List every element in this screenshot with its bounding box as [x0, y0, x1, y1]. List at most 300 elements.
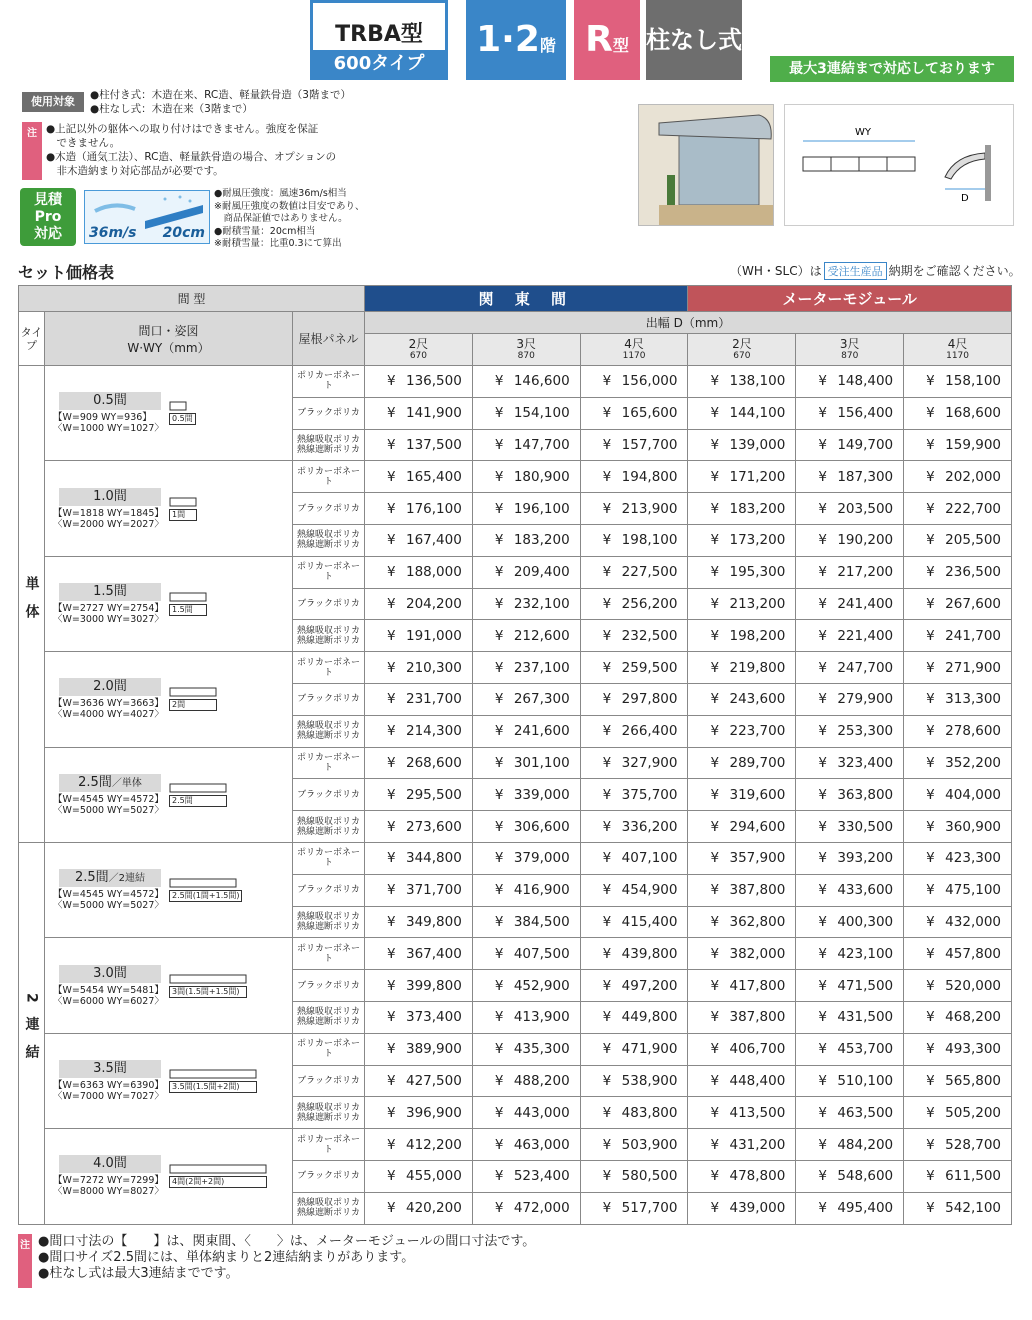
price-value: 141,900	[406, 405, 462, 422]
price-value: 203,500	[837, 500, 894, 517]
footer-line: ●柱なし式は最大3連結までです。	[38, 1266, 239, 1281]
price-value: 407,500	[513, 945, 570, 962]
price-value: 243,600	[729, 691, 786, 708]
yen-sign: ¥	[602, 850, 612, 867]
size-header	[45, 312, 293, 366]
price-cell	[688, 811, 796, 843]
section-note-pre: （WH・SLC）は	[730, 264, 822, 278]
price-value: 495,400	[837, 1200, 894, 1217]
size-cell	[45, 842, 293, 937]
depth-col-header	[904, 334, 1012, 366]
price-cell	[365, 556, 473, 588]
yen-sign: ¥	[494, 818, 504, 835]
price-cell	[365, 366, 473, 398]
price-value: 137,500	[406, 436, 462, 453]
price-value: 448,400	[729, 1072, 786, 1089]
price-value: 478,800	[729, 1168, 786, 1185]
panel-name: 熱線吸収ポリカ 熱線遮断ポリカ	[293, 1097, 365, 1129]
yen-sign: ¥	[818, 786, 827, 803]
yen-sign: ¥	[926, 913, 935, 930]
yen-sign: ¥	[818, 627, 827, 644]
price-value: 268,600	[406, 754, 462, 771]
price-value: 278,600	[945, 723, 1001, 740]
price-value: 407,100	[621, 850, 678, 867]
price-cell	[796, 429, 904, 461]
price-cell	[688, 1033, 796, 1065]
price-value: 154,100	[513, 405, 570, 422]
price-cell	[904, 1097, 1012, 1129]
price-value: 497,200	[621, 977, 678, 994]
panel-name: ブラックポリカ	[293, 683, 365, 715]
yen-sign: ¥	[926, 627, 935, 644]
price-cell	[688, 1001, 796, 1033]
table-row	[19, 938, 1012, 970]
price-value: 520,000	[945, 977, 1001, 994]
yen-sign: ¥	[602, 1136, 612, 1153]
footer-line: ●間口サイズ2.5間には、単体納まりと2連結納まりがあります。	[38, 1250, 415, 1265]
price-cell	[365, 747, 473, 779]
price-value: 396,900	[406, 1104, 462, 1121]
price-cell	[904, 461, 1012, 493]
yen-sign: ¥	[494, 786, 504, 803]
section-note-post: 納期をご確認ください。	[888, 264, 1021, 278]
yen-sign: ¥	[926, 468, 935, 485]
size-inner	[51, 1060, 292, 1102]
price-value: 468,200	[945, 1009, 1001, 1026]
price-value: 294,600	[729, 818, 786, 835]
price-value: 267,300	[513, 691, 570, 708]
yen-sign: ¥	[926, 786, 935, 803]
price-value: 236,500	[945, 564, 1001, 581]
price-cell	[904, 556, 1012, 588]
price-value: 344,800	[406, 850, 462, 867]
price-cell	[580, 874, 688, 906]
price-cell	[472, 1001, 580, 1033]
price-cell	[796, 493, 904, 525]
price-cell	[365, 1097, 473, 1129]
price-value: 412,200	[406, 1136, 462, 1153]
price-value: 194,800	[621, 468, 678, 485]
price-value: 159,900	[945, 436, 1001, 453]
yen-sign: ¥	[710, 1041, 720, 1058]
price-value: 138,100	[729, 373, 786, 390]
yen-sign: ¥	[926, 850, 935, 867]
wind-snow-icon	[84, 190, 210, 244]
price-cell	[365, 715, 473, 747]
size-label	[59, 488, 161, 506]
price-value: 488,200	[513, 1072, 570, 1089]
yen-sign: ¥	[494, 723, 504, 740]
yen-sign: ¥	[387, 468, 396, 485]
yen-sign: ¥	[926, 1009, 935, 1026]
price-value: 330,500	[837, 818, 894, 835]
size-mini-diagram	[169, 878, 242, 902]
price-value: 180,900	[513, 468, 570, 485]
yen-sign: ¥	[494, 1041, 504, 1058]
price-cell	[688, 715, 796, 747]
price-value: 415,400	[621, 913, 678, 930]
price-cell	[580, 556, 688, 588]
table-row	[19, 747, 1012, 779]
price-cell	[365, 588, 473, 620]
price-cell	[688, 461, 796, 493]
price-cell	[580, 906, 688, 938]
price-value: 416,900	[513, 882, 570, 899]
yen-sign: ¥	[387, 1168, 396, 1185]
price-cell	[472, 1160, 580, 1192]
size-label-main: 3.5間	[93, 1060, 127, 1076]
yen-sign: ¥	[710, 532, 720, 549]
price-value: 423,300	[945, 850, 1001, 867]
mitsumori-l1: 見積	[34, 192, 62, 208]
yen-sign: ¥	[710, 500, 720, 517]
panel-name: 熱線吸収ポリカ 熱線遮断ポリカ	[293, 811, 365, 843]
price-value: 431,200	[729, 1136, 786, 1153]
price-value: 219,800	[729, 659, 786, 676]
price-cell	[580, 779, 688, 811]
price-value: 523,400	[513, 1168, 570, 1185]
price-cell	[472, 652, 580, 684]
price-cell	[365, 842, 473, 874]
price-cell	[796, 1129, 904, 1161]
mini-caption: 2.5間(1間+1.5間)	[169, 890, 242, 902]
kanto-header: 関 東 間	[365, 286, 688, 312]
yen-sign: ¥	[387, 882, 396, 899]
mini-frame-icon	[169, 1164, 267, 1174]
size-meter: 〈W=2000 WY=2027〉	[53, 518, 164, 530]
yen-sign: ¥	[710, 436, 720, 453]
yen-sign: ¥	[926, 1136, 935, 1153]
panel-name: ポリカーボネート	[293, 938, 365, 970]
size-inner	[51, 965, 292, 1007]
price-value: 528,700	[945, 1136, 1001, 1153]
yen-sign: ¥	[387, 913, 396, 930]
panel-name: 熱線吸収ポリカ 熱線遮断ポリカ	[293, 1001, 365, 1033]
price-cell	[580, 811, 688, 843]
price-cell	[796, 779, 904, 811]
price-cell	[365, 811, 473, 843]
price-value: 241,400	[837, 595, 894, 612]
yen-sign: ¥	[494, 945, 504, 962]
table-row	[19, 842, 1012, 874]
yen-sign: ¥	[710, 595, 720, 612]
yen-sign: ¥	[387, 850, 396, 867]
yen-sign: ¥	[926, 1168, 935, 1185]
price-cell	[580, 524, 688, 556]
panel-name: ポリカーボネート	[293, 842, 365, 874]
price-cell	[904, 1033, 1012, 1065]
price-value: 375,700	[621, 786, 678, 803]
size-meter: 〈W=1000 WY=1027〉	[53, 423, 164, 435]
price-cell	[904, 1192, 1012, 1224]
depth-shaku: 4尺	[947, 336, 968, 351]
yen-sign: ¥	[710, 1200, 720, 1217]
price-value: 267,600	[945, 595, 1001, 612]
mag-header: 間 型	[19, 286, 365, 312]
yen-sign: ¥	[494, 1136, 504, 1153]
yen-sign: ¥	[602, 532, 612, 549]
price-value: 149,700	[837, 436, 894, 453]
price-cell	[796, 397, 904, 429]
price-cell	[472, 1033, 580, 1065]
yen-sign: ¥	[926, 532, 935, 549]
price-value: 505,200	[945, 1104, 1001, 1121]
yen-sign: ¥	[710, 723, 720, 740]
price-cell	[688, 429, 796, 461]
size-kanto: 【W=1818 WY=1845】	[53, 507, 164, 519]
price-cell	[688, 652, 796, 684]
price-cell	[472, 779, 580, 811]
mini-caption: 1間	[169, 509, 197, 521]
yen-sign: ¥	[710, 1009, 720, 1026]
price-cell	[796, 811, 904, 843]
price-value: 400,300	[837, 913, 894, 930]
mitsumori-l2: Pro	[34, 209, 62, 225]
depth-mm: 670	[733, 350, 751, 361]
price-cell	[580, 461, 688, 493]
price-cell	[796, 1097, 904, 1129]
price-cell	[688, 1160, 796, 1192]
yen-sign: ¥	[387, 945, 396, 962]
wind-line: ※耐積雪量：比重0.3にて算出	[214, 238, 342, 249]
price-cell	[688, 1097, 796, 1129]
table-row	[19, 652, 1012, 684]
price-value: 221,400	[837, 627, 894, 644]
price-value: 463,000	[513, 1136, 570, 1153]
yen-sign: ¥	[926, 1072, 935, 1089]
price-cell	[904, 779, 1012, 811]
price-value: 168,600	[945, 405, 1001, 422]
size-kanto: 【W=6363 WY=6390】	[53, 1079, 164, 1091]
panel-name: ブラックポリカ	[293, 1065, 365, 1097]
yen-sign: ¥	[494, 754, 504, 771]
mini-frame-icon	[169, 783, 227, 793]
yen-sign: ¥	[710, 659, 720, 676]
price-value: 432,000	[945, 913, 1001, 930]
price-cell	[688, 556, 796, 588]
yen-sign: ¥	[387, 405, 396, 422]
yen-sign: ¥	[602, 595, 612, 612]
price-value: 384,500	[513, 913, 570, 930]
panel-name: ポリカーボネート	[293, 1129, 365, 1161]
yen-sign: ¥	[926, 977, 935, 994]
price-cell	[796, 620, 904, 652]
price-value: 190,200	[837, 532, 894, 549]
price-value: 433,600	[837, 882, 894, 899]
price-cell	[365, 429, 473, 461]
price-cell	[688, 397, 796, 429]
yen-sign: ¥	[926, 564, 935, 581]
size-left	[51, 1155, 163, 1197]
size-kanto: 【W=2727 WY=2754】	[53, 602, 164, 614]
price-value: 323,400	[837, 754, 894, 771]
price-cell	[688, 906, 796, 938]
mini-caption: 2.5間	[169, 795, 227, 807]
yen-sign: ¥	[494, 1009, 504, 1026]
model-name: TRBA型	[335, 22, 423, 47]
size-inner	[51, 774, 292, 816]
price-cell	[365, 1129, 473, 1161]
price-cell	[904, 842, 1012, 874]
panel-name: 熱線吸収ポリカ 熱線遮断ポリカ	[293, 429, 365, 461]
size-label-main: 2.5間	[78, 774, 112, 790]
yen-sign: ¥	[710, 1072, 720, 1089]
size-label-sub: ／単体	[111, 777, 142, 789]
panel-name: 熱線吸収ポリカ 熱線遮断ポリカ	[293, 906, 365, 938]
price-value: 266,400	[621, 723, 678, 740]
price-cell	[365, 874, 473, 906]
price-cell	[796, 461, 904, 493]
depth-mm: 1170	[622, 350, 646, 361]
price-cell	[365, 683, 473, 715]
price-cell	[796, 874, 904, 906]
panel-name: 熱線吸収ポリカ 熱線遮断ポリカ	[293, 620, 365, 652]
yen-sign: ¥	[387, 1136, 396, 1153]
wind-speed: 36m/s	[89, 225, 137, 241]
size-inner	[51, 678, 292, 720]
mini-frame-icon	[169, 592, 207, 602]
price-cell	[365, 1065, 473, 1097]
panel-name: ブラックポリカ	[293, 1160, 365, 1192]
price-value: 198,200	[729, 627, 786, 644]
panel-name: 熱線吸収ポリカ 熱線遮断ポリカ	[293, 1192, 365, 1224]
price-value: 349,800	[406, 913, 462, 930]
type-single: 単体	[19, 366, 45, 843]
yen-sign: ¥	[818, 405, 827, 422]
price-cell	[796, 1160, 904, 1192]
meter-header: メーターモジュール	[688, 286, 1012, 312]
floor-value: 1·2	[476, 19, 540, 60]
yen-sign: ¥	[818, 691, 827, 708]
r-value: R	[585, 19, 613, 60]
price-value: 232,100	[513, 595, 570, 612]
price-table	[18, 285, 1012, 1225]
price-cell	[688, 747, 796, 779]
usage-line: ●柱なし式：木造在来（3階まで）	[90, 103, 253, 115]
yen-sign: ¥	[494, 1104, 504, 1121]
price-table-body	[19, 286, 1012, 1225]
price-cell	[796, 1033, 904, 1065]
yen-sign: ¥	[602, 913, 612, 930]
yen-sign: ¥	[818, 913, 827, 930]
price-value: 413,900	[513, 1009, 570, 1026]
note-text	[46, 122, 346, 178]
price-value: 212,600	[513, 627, 570, 644]
price-cell	[688, 779, 796, 811]
depth-mm: 870	[841, 350, 859, 361]
yen-sign: ¥	[494, 691, 504, 708]
yen-sign: ¥	[710, 818, 720, 835]
price-value: 389,900	[406, 1041, 462, 1058]
price-cell	[365, 1033, 473, 1065]
price-value: 253,300	[837, 723, 894, 740]
price-value: 484,200	[837, 1136, 894, 1153]
size-cell	[45, 938, 293, 1033]
price-value: 171,200	[729, 468, 786, 485]
product-photo	[638, 104, 774, 226]
price-value: 457,800	[945, 945, 1001, 962]
depth-col-header	[472, 334, 580, 366]
size-cell	[45, 1033, 293, 1128]
size-left	[51, 678, 163, 720]
size-header-2: W·WY（mm）	[127, 340, 210, 355]
price-cell	[580, 1065, 688, 1097]
price-cell	[904, 366, 1012, 398]
price-value: 232,500	[621, 627, 678, 644]
size-label	[59, 678, 161, 696]
price-cell	[688, 588, 796, 620]
price-value: 475,100	[945, 882, 1001, 899]
price-value: 382,000	[729, 945, 786, 962]
price-value: 213,900	[621, 500, 678, 517]
price-value: 387,800	[729, 1009, 786, 1026]
price-value: 371,700	[406, 882, 462, 899]
size-label-main: 4.0間	[93, 1156, 127, 1172]
price-cell	[365, 1192, 473, 1224]
wind-line: ●耐風圧強度：風速36m/s相当	[214, 188, 347, 199]
yen-sign: ¥	[710, 882, 720, 899]
price-cell	[365, 397, 473, 429]
price-value: 483,800	[621, 1104, 678, 1121]
yen-sign: ¥	[602, 786, 612, 803]
price-cell	[904, 938, 1012, 970]
price-value: 227,500	[621, 564, 678, 581]
yen-sign: ¥	[926, 659, 935, 676]
price-value: 413,500	[729, 1104, 786, 1121]
price-value: 336,200	[621, 818, 678, 835]
yen-sign: ¥	[494, 500, 504, 517]
yen-sign: ¥	[494, 468, 504, 485]
panel-header: 屋根パネル	[293, 312, 365, 366]
yen-sign: ¥	[602, 1200, 612, 1217]
price-value: 188,000	[406, 564, 462, 581]
size-mini-diagram	[169, 687, 217, 711]
mitsumori-l3: 対応	[34, 226, 62, 242]
price-cell	[580, 1097, 688, 1129]
price-value: 352,200	[945, 754, 1001, 771]
yen-sign: ¥	[818, 850, 827, 867]
mini-frame-icon	[169, 687, 217, 697]
price-cell	[472, 747, 580, 779]
yen-sign: ¥	[387, 1041, 396, 1058]
mini-caption: 3.5間(1.5間+2間)	[169, 1081, 257, 1093]
size-cell	[45, 652, 293, 747]
size-mini-diagram	[169, 401, 196, 425]
size-mini-diagram	[169, 497, 197, 521]
wind-line: 商品保証値ではありません。	[214, 213, 348, 224]
price-value: 176,100	[406, 500, 462, 517]
yen-sign: ¥	[710, 786, 720, 803]
price-value: 339,000	[513, 786, 570, 803]
price-cell	[904, 652, 1012, 684]
price-cell	[688, 620, 796, 652]
type-double: 2連結	[19, 842, 45, 1224]
yen-sign: ¥	[602, 1104, 612, 1121]
price-value: 367,400	[406, 945, 462, 962]
size-label	[59, 583, 161, 601]
price-cell	[904, 524, 1012, 556]
price-cell	[580, 1001, 688, 1033]
price-value: 406,700	[729, 1041, 786, 1058]
yen-sign: ¥	[710, 977, 720, 994]
size-left	[51, 392, 163, 434]
yen-sign: ¥	[818, 1168, 827, 1185]
size-label	[59, 392, 161, 410]
section-note	[730, 262, 1021, 280]
price-value: 273,600	[406, 818, 462, 835]
yen-sign: ¥	[387, 595, 396, 612]
price-value: 510,100	[837, 1072, 894, 1089]
